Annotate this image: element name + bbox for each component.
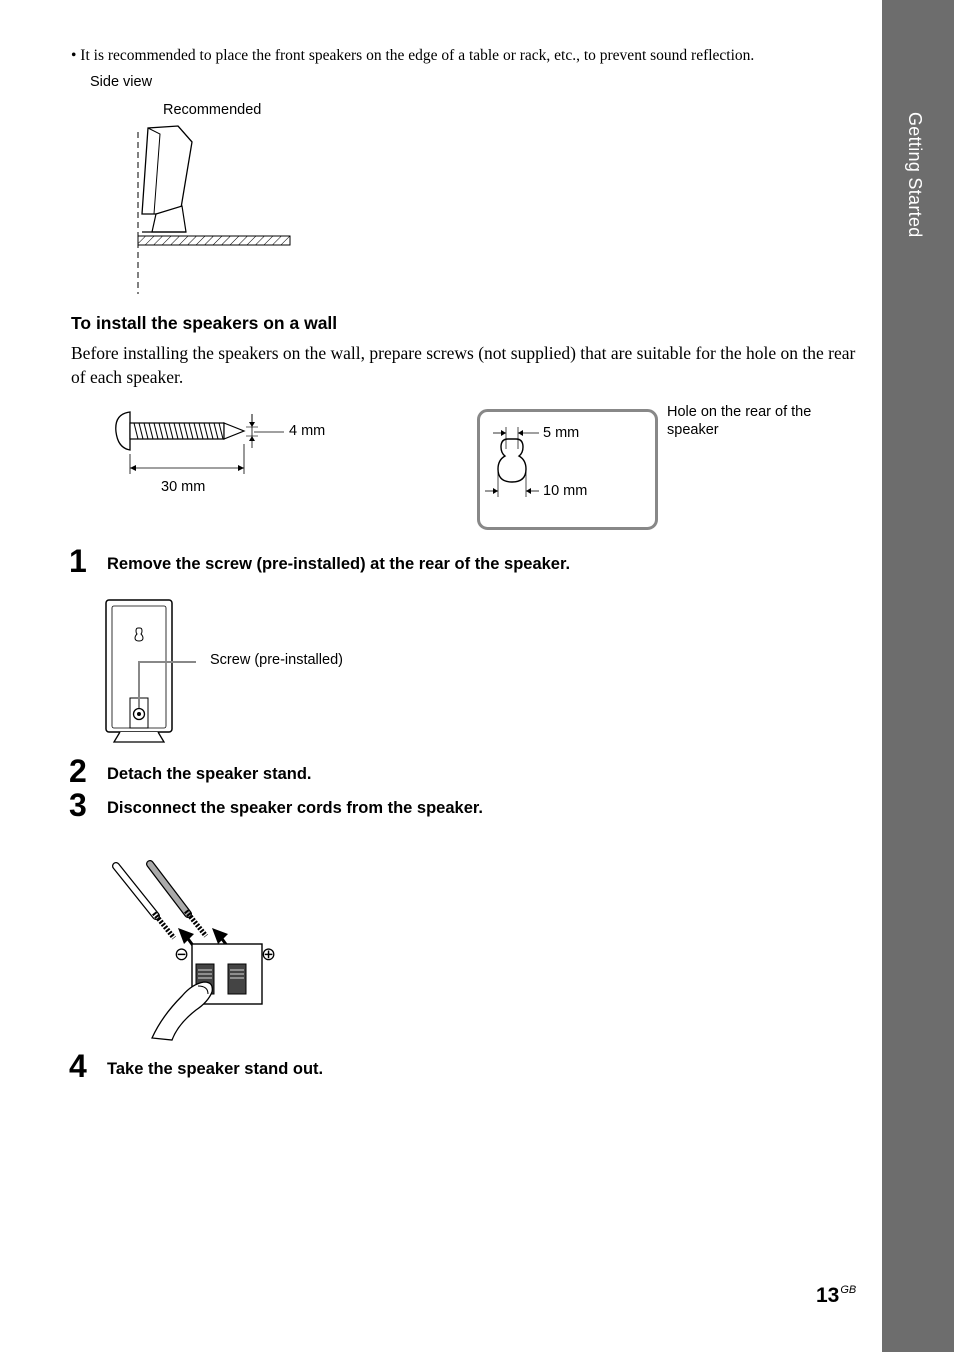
screw-label: Screw (pre-installed): [210, 652, 343, 668]
minus-terminal-symbol: ⊖: [174, 944, 190, 964]
step-3-text: Disconnect the speaker cords from the speaker.: [107, 799, 483, 817]
section-title: Getting Started: [905, 112, 925, 238]
page-number: [816, 1284, 856, 1308]
step-3-number: 3: [69, 787, 87, 823]
step-2-text: Detach the speaker stand.: [107, 765, 312, 783]
step-1-number: 1: [69, 543, 87, 579]
speaker-rear-illustration: [104, 598, 314, 748]
hole-large-label: 10 mm: [543, 483, 588, 499]
step-4-number: 4: [69, 1048, 87, 1084]
plus-terminal-symbol: ⊕: [261, 944, 277, 964]
hole-caption: Hole on the rear of the speaker: [667, 404, 812, 438]
recommended-label: Recommended: [163, 102, 262, 118]
screw-length-label: 30 mm: [161, 479, 206, 495]
section-heading: To install the speakers on a wall: [71, 313, 338, 333]
page-number-suffix: GB: [840, 1284, 857, 1296]
side-view-caption: Side view: [90, 74, 153, 90]
screw-diagram: [112, 404, 282, 479]
step-4-text: Take the speaker stand out.: [107, 1060, 324, 1078]
page-number-value: 13: [816, 1284, 840, 1307]
bullet-note: • It is recommended to place the front speakers on the edge of a table or rack, etc., to prevent sound reflection.: [71, 47, 755, 64]
hole-small-label: 5 mm: [543, 425, 580, 441]
step-1-text: Remove the screw (pre-installed) at the rear of the speaker.: [107, 555, 571, 573]
section-intro: Before installing the speakers on the wall, prepare screws (not supplied) that are suitable for the hole on the rear of each speaker.: [71, 343, 856, 387]
screw-diameter-label: 4 mm: [289, 423, 326, 439]
side-view-illustration: [132, 122, 292, 297]
step-2-number: 2: [69, 753, 87, 789]
